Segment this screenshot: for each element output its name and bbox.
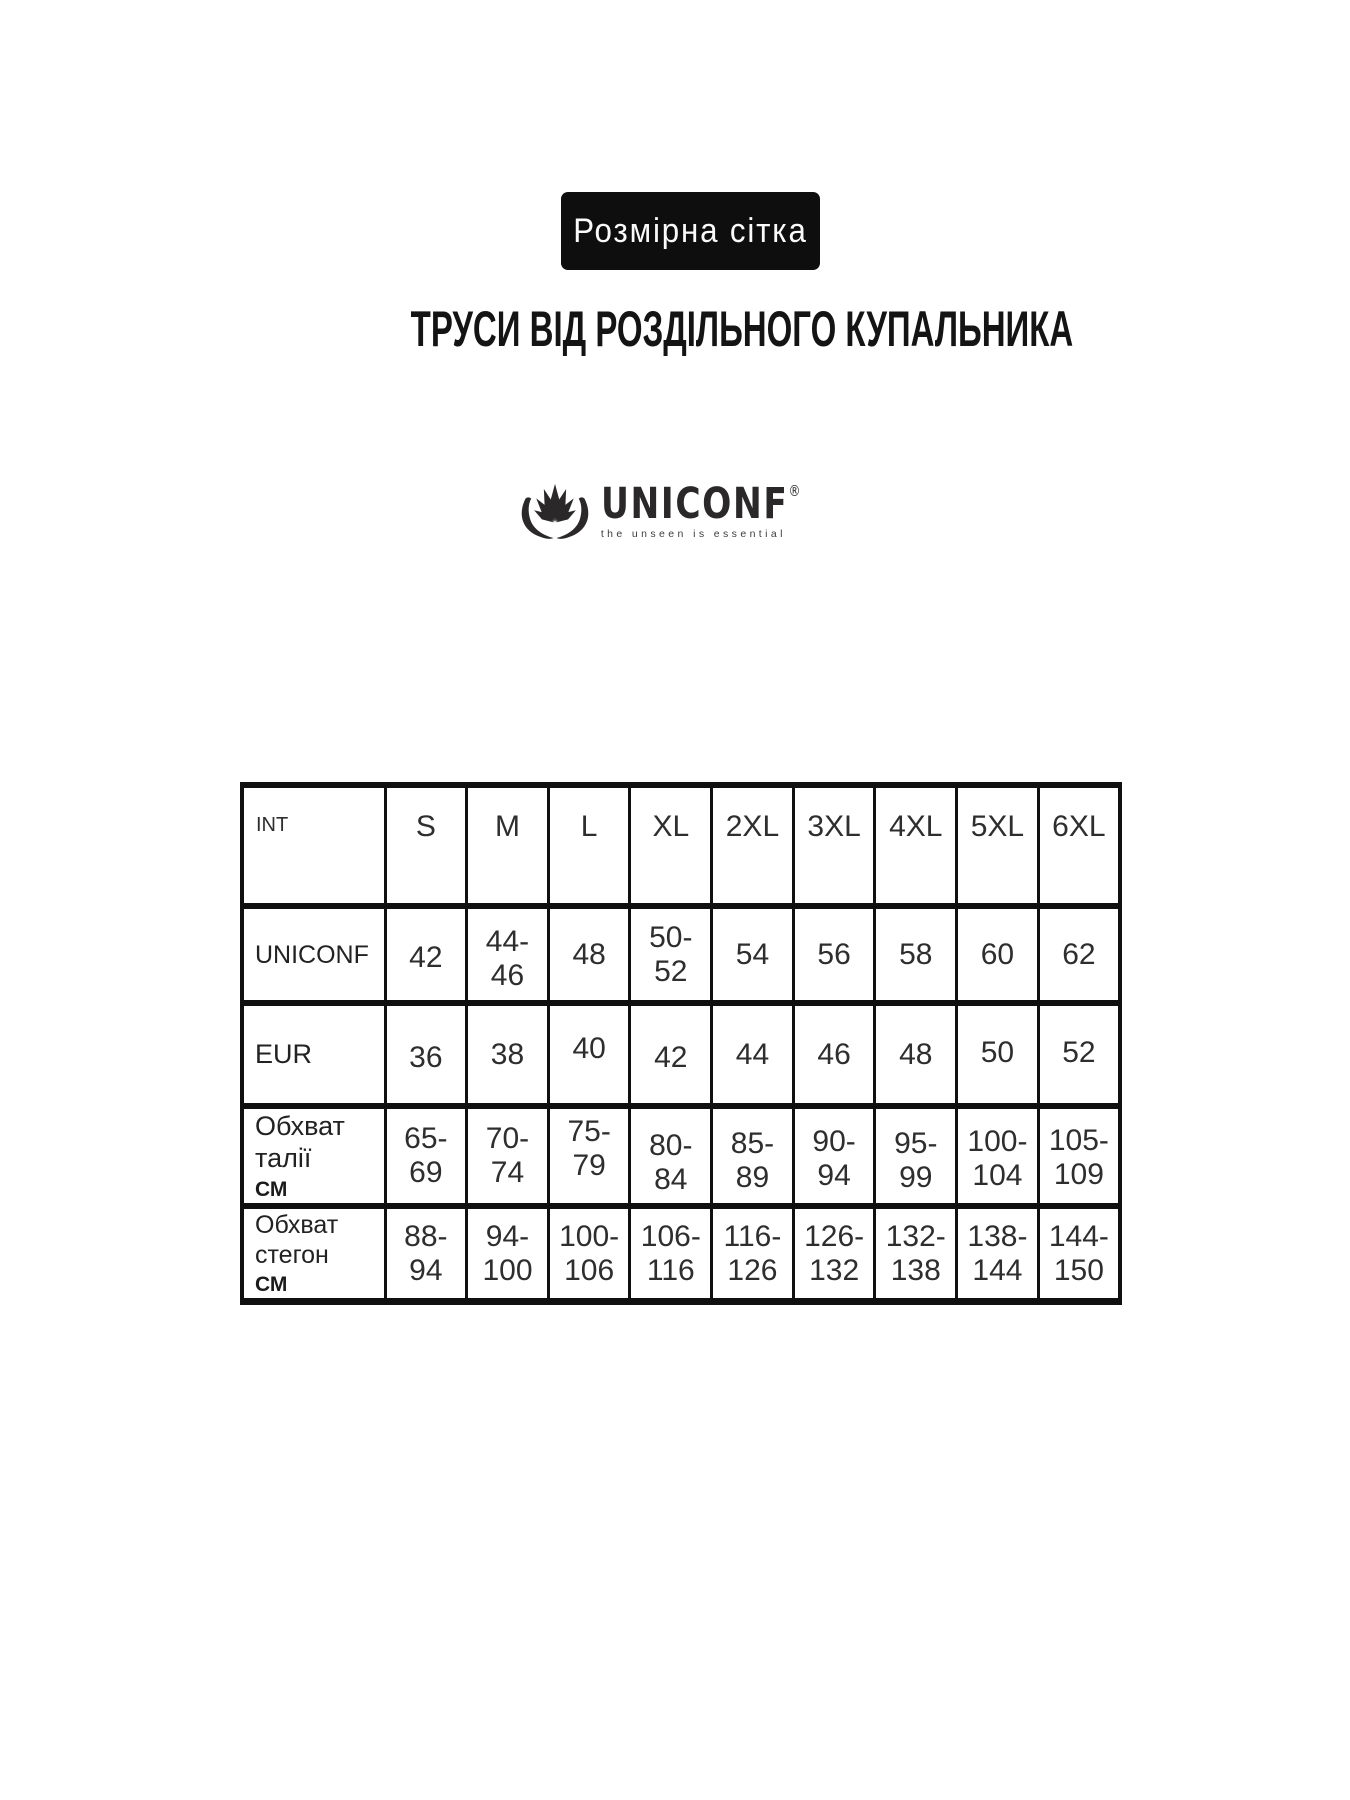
cell-value: 42: [654, 1040, 688, 1074]
value-cell: [548, 1206, 630, 1302]
size-grid-banner: [561, 192, 820, 270]
table-header-cell: INT: [242, 785, 385, 906]
page-title: ТРУСИ ВІД РОЗДІЛЬНОГО КУПАЛЬНИКА: [410, 301, 1074, 357]
value-cell: [875, 1003, 957, 1106]
value-cell: [385, 1106, 467, 1206]
table-header-cell: S: [385, 785, 467, 906]
cell-value: 58: [899, 937, 933, 971]
table-row: [242, 1003, 1120, 1106]
row-label-cell: [242, 1106, 385, 1206]
value-cell: [712, 906, 794, 1003]
value-cell: [712, 1003, 794, 1106]
table-header-cell: 3XL: [793, 785, 875, 906]
cell-value: 50: [980, 1035, 1015, 1069]
value-cell: [957, 1206, 1039, 1302]
cell-value: 132-138: [885, 1219, 946, 1287]
table-header-cell: XL: [630, 785, 712, 906]
row-label-unit: СМ: [255, 1272, 288, 1296]
value-cell: [630, 1106, 712, 1206]
lotus-flower-icon: [514, 474, 596, 543]
value-cell: [957, 906, 1039, 1003]
cell-value: 105-109: [1048, 1123, 1109, 1191]
cell-value: 94-100: [482, 1219, 533, 1287]
cell-value: 56: [817, 937, 851, 971]
banner-label: Розмірна сітка: [573, 211, 808, 250]
value-cell: [793, 906, 875, 1003]
value-cell: [957, 1106, 1039, 1206]
value-cell: [630, 1206, 712, 1302]
row-label: Обхват талії: [255, 1111, 345, 1174]
value-cell: [630, 1003, 712, 1106]
value-cell: [548, 1003, 630, 1106]
table-header-cell: 4XL: [875, 785, 957, 906]
row-label-unit: СМ: [255, 1177, 288, 1201]
cell-value: 40: [572, 1031, 606, 1065]
cell-value: 54: [735, 937, 770, 971]
row-label-cell: [242, 1003, 385, 1106]
cell-value: 52: [1062, 1035, 1096, 1069]
cell-value: 126-132: [804, 1219, 865, 1287]
cell-value: 95-99: [894, 1126, 938, 1194]
cell-value: 62: [1062, 937, 1096, 971]
value-cell: [793, 1106, 875, 1206]
value-cell: [385, 906, 467, 1003]
registered-mark: ®: [788, 482, 801, 501]
value-cell: [1038, 1003, 1120, 1106]
cell-value: 38: [490, 1037, 525, 1071]
cell-value: 75-79: [567, 1114, 611, 1182]
cell-value: 80-84: [649, 1128, 693, 1196]
value-cell: [630, 906, 712, 1003]
brand-tagline: the unseen is essential: [600, 528, 786, 540]
cell-value: 60: [980, 937, 1015, 971]
cell-value: 106-116: [640, 1219, 701, 1287]
size-table: [240, 782, 1122, 1305]
row-label: Обхват стегон: [255, 1210, 339, 1269]
brand-wordmark: UNICONF®: [600, 479, 801, 530]
cell-value: 46: [817, 1037, 851, 1071]
value-cell: [793, 1206, 875, 1302]
cell-value: 48: [572, 937, 606, 971]
value-cell: [548, 1106, 630, 1206]
cell-value: 44-46: [485, 924, 530, 992]
value-cell: [875, 906, 957, 1003]
table-row: [242, 1106, 1120, 1206]
value-cell: [1038, 906, 1120, 1003]
cell-value: 100-106: [559, 1219, 620, 1287]
value-cell: [875, 1206, 957, 1302]
brand-logo: [240, 474, 1124, 540]
table-header-cell: 6XL: [1038, 785, 1120, 906]
value-cell: [467, 906, 549, 1003]
cell-value: 116-126: [723, 1219, 782, 1287]
row-label-cell: [242, 1206, 385, 1302]
value-cell: [467, 1206, 549, 1302]
cell-value: 90-94: [812, 1124, 856, 1192]
cell-value: 70-74: [485, 1121, 530, 1189]
table-row: [242, 906, 1120, 1003]
cell-value: 138-144: [967, 1219, 1028, 1287]
value-cell: [385, 1003, 467, 1106]
table-header-cell: 5XL: [957, 785, 1039, 906]
value-cell: [793, 1003, 875, 1106]
value-cell: [385, 1206, 467, 1302]
cell-value: 100-104: [967, 1124, 1028, 1192]
value-cell: [875, 1106, 957, 1206]
value-cell: [548, 906, 630, 1003]
table-header-cell: 2XL: [712, 785, 794, 906]
cell-value: 42: [409, 940, 443, 974]
table-header-cell: L: [548, 785, 630, 906]
value-cell: [467, 1003, 549, 1106]
value-cell: [712, 1106, 794, 1206]
cell-value: 48: [899, 1037, 933, 1071]
value-cell: [957, 1003, 1039, 1106]
cell-value: 65-69: [404, 1121, 448, 1189]
cell-value: 144-150: [1048, 1219, 1109, 1287]
table-row: [242, 1206, 1120, 1302]
cell-value: 85-89: [730, 1126, 775, 1194]
value-cell: [712, 1206, 794, 1302]
value-cell: [1038, 1106, 1120, 1206]
row-label: EUR: [255, 1039, 313, 1070]
row-label-cell: [242, 906, 385, 1003]
cell-value: 36: [409, 1040, 443, 1074]
cell-value: 44: [735, 1037, 770, 1071]
value-cell: [1038, 1206, 1120, 1302]
row-label: UNICONF: [255, 940, 369, 969]
table-header-cell: M: [467, 785, 549, 906]
value-cell: [467, 1106, 549, 1206]
cell-value: 50-52: [649, 920, 693, 988]
table-header-row: [242, 785, 1120, 906]
cell-value: 88-94: [404, 1219, 448, 1287]
